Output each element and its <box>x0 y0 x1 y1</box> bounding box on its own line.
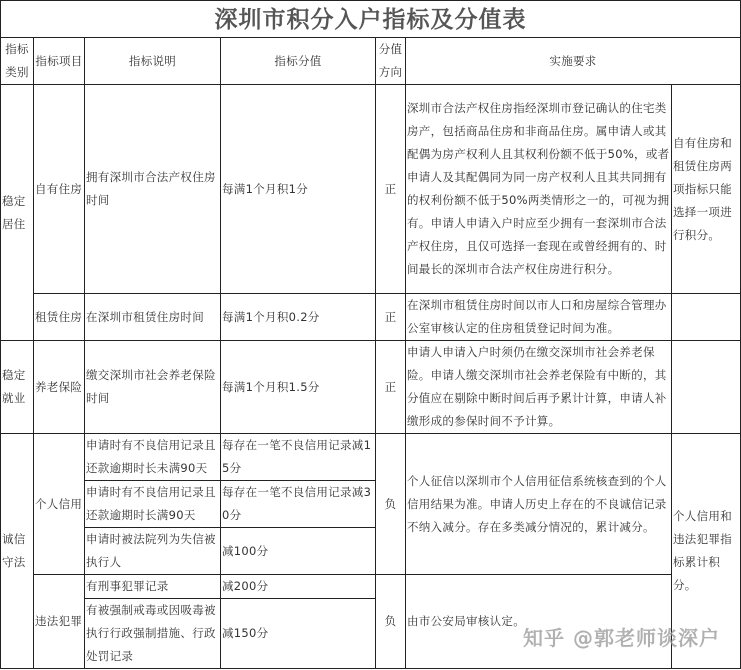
table-row <box>1 575 741 599</box>
header-desc: 指标说明 <box>85 38 221 85</box>
note-cell: 自有住房和租赁住房两项指标只能选择一项进行积分。 <box>672 85 741 294</box>
category-cell: 诚信守法 <box>1 434 34 669</box>
watermark: 知乎 @郭老师谈深户 <box>523 626 720 650</box>
desc-cell: 缴交深圳市社会养老保险时间 <box>85 341 221 434</box>
header-item: 指标项目 <box>34 38 85 85</box>
note-cell-empty <box>672 294 741 341</box>
requirement-cell: 由市公安局审核认定。 <box>406 575 672 669</box>
direction-cell: 正 <box>376 294 406 341</box>
direction-cell: 负 <box>376 575 406 669</box>
score-cell: 减150分 <box>221 599 376 669</box>
note-cell-empty <box>672 341 741 434</box>
desc-cell: 在深圳市租赁住房时间 <box>85 294 221 341</box>
score-cell: 每满1个月积1.5分 <box>221 341 376 434</box>
requirement-cell: 申请人申请入户时须仍在缴交深圳市社会养老保险。申请人缴交深圳市社会养老保险有中断的，其分值应在剔除中断时间后再予累计计算，申请人补缴形成的参保时间不予计算。 <box>406 341 672 434</box>
direction-cell: 正 <box>376 85 406 294</box>
direction-cell: 负 <box>376 434 406 575</box>
desc-cell: 有被强制戒毒或因吸毒被执行行政强制措施、行政处罚记录 <box>85 599 221 669</box>
requirement-cell: 深圳市合法产权住房指经深圳市登记确认的住宅类房产，包括商品住房和非商品住房。属申请人或其配偶为房产权利人且其权利份额不低于50%，或者申请人及其配偶同为同一房产权利人且其共同拥有的权利份额不低于50%两类情形之一的，可视为拥有。申请人申请入户时应至少拥有一套深圳市合法产权住房，且仅可选择一套现在或曾经拥有的、时间最长的深圳市合法产权住房进行积分。 <box>406 85 672 294</box>
header-row <box>1 38 741 85</box>
requirement-cell: 个人征信以深圳市个人信用征信系统核查到的个人信用结果为准。申请人历史上存在的不良诚信记录不纳入减分。存在多类减分情况的，累计减分。 <box>406 434 672 575</box>
header-score: 指标分值 <box>221 38 376 85</box>
table-row <box>1 85 741 294</box>
desc-cell: 有刑事犯罪记录 <box>85 575 221 599</box>
item-cell: 自有住房 <box>34 85 85 294</box>
note-cell: 个人信用和违法犯罪指标累计积分。 <box>672 434 741 669</box>
table-row <box>1 294 741 341</box>
desc-cell: 拥有深圳市合法产权住房时间 <box>85 85 221 294</box>
header-category: 指标类别 <box>1 38 34 85</box>
score-cell: 每满1个月积0.2分 <box>221 294 376 341</box>
item-cell: 个人信用 <box>34 434 85 575</box>
score-cell: 每存在一笔不良信用记录减15分 <box>221 434 376 481</box>
direction-cell: 正 <box>376 341 406 434</box>
score-cell: 每满1个月积1分 <box>221 85 376 294</box>
table-row <box>1 341 741 434</box>
table-title: 深圳市积分入户指标及分值表 <box>1 1 741 38</box>
item-cell: 租赁住房 <box>34 294 85 341</box>
score-cell: 每存在一笔不良信用记录减30分 <box>221 481 376 528</box>
header-requirement: 实施要求 <box>406 38 741 85</box>
item-cell: 违法犯罪 <box>34 575 85 669</box>
category-cell: 稳定就业 <box>1 341 34 434</box>
desc-cell: 申请时有不良信用记录且还款逾期时长满90天 <box>85 481 221 528</box>
desc-cell: 申请时被法院列为失信被执行人 <box>85 528 221 575</box>
score-cell: 减100分 <box>221 528 376 575</box>
score-cell: 减200分 <box>221 575 376 599</box>
table-row <box>1 434 741 481</box>
item-cell: 养老保险 <box>34 341 85 434</box>
category-cell: 稳定居住 <box>1 85 34 341</box>
desc-cell: 申请时有不良信用记录且还款逾期时长未满90天 <box>85 434 221 481</box>
header-direction: 分值方向 <box>376 38 406 85</box>
requirement-cell: 在深圳市租赁住房时间以市人口和房屋综合管理办公室审核认定的住房租赁登记时间为准。 <box>406 294 672 341</box>
